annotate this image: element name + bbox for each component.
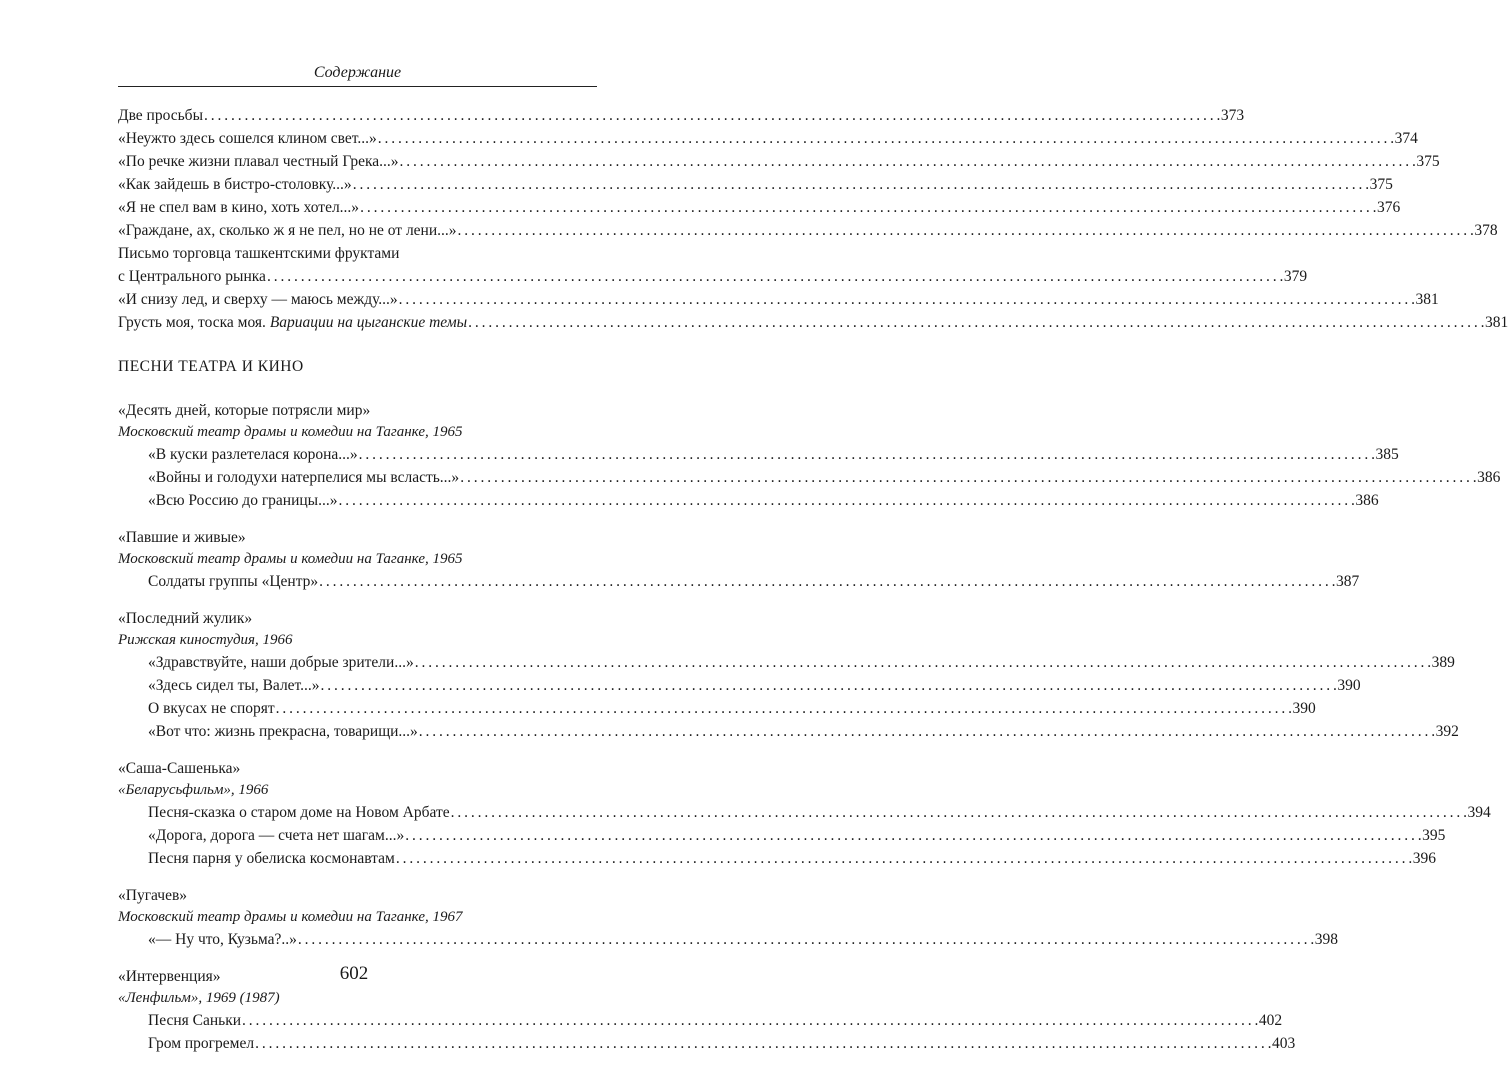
toc-entry — [118, 311, 1508, 334]
entry-page: 403 — [1271, 1035, 1296, 1052]
entry-title: «Дорога, дорога — счета нет шагам...» — [148, 827, 405, 844]
entry-title: «— Ну что, Кузьма?..» — [148, 931, 297, 948]
work-title: «Интервенция» — [118, 968, 221, 985]
toc-entry — [118, 651, 1455, 674]
entry-title: «Граждане, ах, сколько ж я не пел, но не от лени...» — [118, 222, 457, 239]
toc-entry — [118, 674, 1361, 697]
page-number: 602 — [339, 963, 369, 984]
toc-entry — [118, 570, 1360, 593]
entry-title: Гром прогремел — [148, 1035, 255, 1052]
entry-page: 374 — [1394, 130, 1418, 147]
entry-page: 392 — [1435, 723, 1459, 740]
dot-leader — [396, 847, 1412, 870]
entry-page: 375 — [1416, 153, 1440, 170]
entry-title: «И снизу лед, и сверху — маюсь между...» — [118, 291, 398, 308]
entry-page: 379 — [1283, 268, 1308, 285]
dot-leader — [298, 928, 1314, 951]
entry-page: 389 — [1431, 654, 1455, 671]
entry-title: Песня парня у обелиска космонавтам — [148, 850, 395, 867]
toc-entry — [118, 196, 1401, 219]
dot-leader — [321, 674, 1337, 697]
work-source: «Беларусьфильм», 1966 — [118, 782, 269, 798]
entry-title: Солдаты группы «Центр» — [148, 573, 319, 590]
toc-entry — [118, 697, 1316, 720]
toc-entry — [118, 104, 1245, 127]
work-source: Московский театр драмы и комедии на Таганке, 1965 — [118, 424, 463, 440]
work-source: Рижская киностудия, 1966 — [118, 632, 293, 648]
toc-entry — [118, 443, 1399, 466]
dot-leader — [451, 801, 1467, 824]
dot-leader — [359, 443, 1375, 466]
toc-entry — [118, 1009, 1283, 1032]
dot-leader — [276, 697, 1292, 720]
dot-leader — [255, 1032, 1271, 1055]
entry-title: Две просьбы — [118, 107, 203, 124]
entry-page: 387 — [1336, 573, 1360, 590]
toc-entry — [118, 466, 1501, 489]
dot-leader — [460, 466, 1476, 489]
dot-leader — [400, 150, 1416, 173]
toc-entry — [118, 720, 1459, 743]
entry-title: «Здесь сидел ты, Валет...» — [148, 677, 320, 694]
entry-page: 396 — [1412, 850, 1436, 867]
entry-title: «Войны и голодухи натерпелися мы всласть...» — [148, 469, 460, 486]
toc-entry — [118, 288, 1439, 311]
running-header: Содержание — [313, 64, 402, 81]
work-source: Московский театр драмы и комедии на Таганке, 1967 — [118, 909, 463, 925]
entry-page: 398 — [1314, 931, 1339, 948]
dot-leader — [399, 288, 1415, 311]
toc-entry — [118, 265, 1308, 288]
entry-title: «Неужто здесь сошелся клином свет...» — [118, 130, 377, 147]
toc-entry — [118, 824, 1446, 847]
entry-title: «Вот что: жизнь прекрасна, товарищи...» — [148, 723, 418, 740]
entry-title: Песня-сказка о старом доме на Новом Арбате — [148, 804, 450, 821]
dot-leader — [458, 219, 1474, 242]
dot-leader — [242, 1009, 1258, 1032]
dot-leader — [419, 720, 1435, 743]
dot-leader — [468, 311, 1484, 334]
header-rule — [118, 86, 597, 87]
dot-leader — [204, 104, 1220, 127]
dot-leader — [319, 570, 1335, 593]
entry-title-line2: с Центрального рынка — [118, 268, 266, 285]
table-of-contents — [118, 104, 1508, 1055]
entry-title: «Здравствуйте, наши добрые зрители...» — [148, 654, 414, 671]
work-title: «Десять дней, которые потрясли мир» — [118, 402, 371, 419]
entry-page: 390 — [1337, 677, 1361, 694]
work-source: «Ленфильм», 1969 (1987) — [118, 990, 280, 1006]
work-title: «Павшие и живые» — [118, 529, 246, 546]
entry-page: 375 — [1369, 176, 1393, 193]
entry-page: 378 — [1474, 222, 1498, 239]
entry-title: «В куски разлетелася корона...» — [148, 446, 358, 463]
dot-leader — [267, 265, 1283, 288]
section-title: ПЕСНИ ТЕАТРА И КИНО — [118, 358, 304, 375]
dot-leader — [353, 173, 1369, 196]
dot-leader — [360, 196, 1376, 219]
entry-title: Песня Саньки — [148, 1012, 242, 1029]
entry-page: 373 — [1220, 107, 1245, 124]
entry-page: 394 — [1467, 804, 1491, 821]
toc-entry — [118, 127, 1418, 150]
toc-entry — [118, 489, 1379, 512]
dot-leader — [405, 824, 1421, 847]
dot-leader — [415, 651, 1431, 674]
entry-title — [118, 311, 467, 334]
work-title: «Саша-Сашенька» — [118, 760, 241, 777]
work-source: Московский театр драмы и комедии на Таганке, 1965 — [118, 551, 463, 567]
dot-leader — [378, 127, 1394, 150]
toc-entry — [118, 1032, 1296, 1055]
entry-page: 395 — [1422, 827, 1446, 844]
entry-title: «Как зайдешь в бистро-столовку...» — [118, 176, 352, 193]
dot-leader — [338, 489, 1354, 512]
entry-page: 376 — [1376, 199, 1401, 216]
entry-title-italic: Вариации на цыганские темы — [269, 314, 468, 331]
work-title: «Пугачев» — [118, 887, 188, 904]
entry-title-plain: Грусть моя, тоска моя. — [118, 314, 270, 331]
toc-entry — [118, 150, 1440, 173]
toc-entry — [118, 847, 1436, 870]
entry-page: 386 — [1355, 492, 1379, 509]
entry-title: «Я не спел вам в кино, хоть хотел...» — [118, 199, 360, 216]
entry-title: О вкусах не спорят — [148, 700, 275, 717]
entry-page: 386 — [1477, 469, 1501, 486]
entry-title-line1: Письмо торговца ташкентскими фруктами — [118, 245, 400, 262]
toc-entry — [118, 219, 1498, 242]
toc-entry — [118, 801, 1491, 824]
toc-entry — [118, 928, 1339, 951]
work-title: «Последний жулик» — [118, 610, 253, 627]
entry-page: 381 — [1485, 314, 1508, 331]
entry-title: «По речке жизни плавал честный Грека...» — [118, 153, 399, 170]
entry-page: 402 — [1258, 1012, 1283, 1029]
entry-page: 390 — [1292, 700, 1316, 717]
entry-page: 381 — [1415, 291, 1439, 308]
toc-entry — [118, 173, 1393, 196]
entry-title: «Всю Россию до границы...» — [148, 492, 338, 509]
entry-page: 385 — [1375, 446, 1399, 463]
